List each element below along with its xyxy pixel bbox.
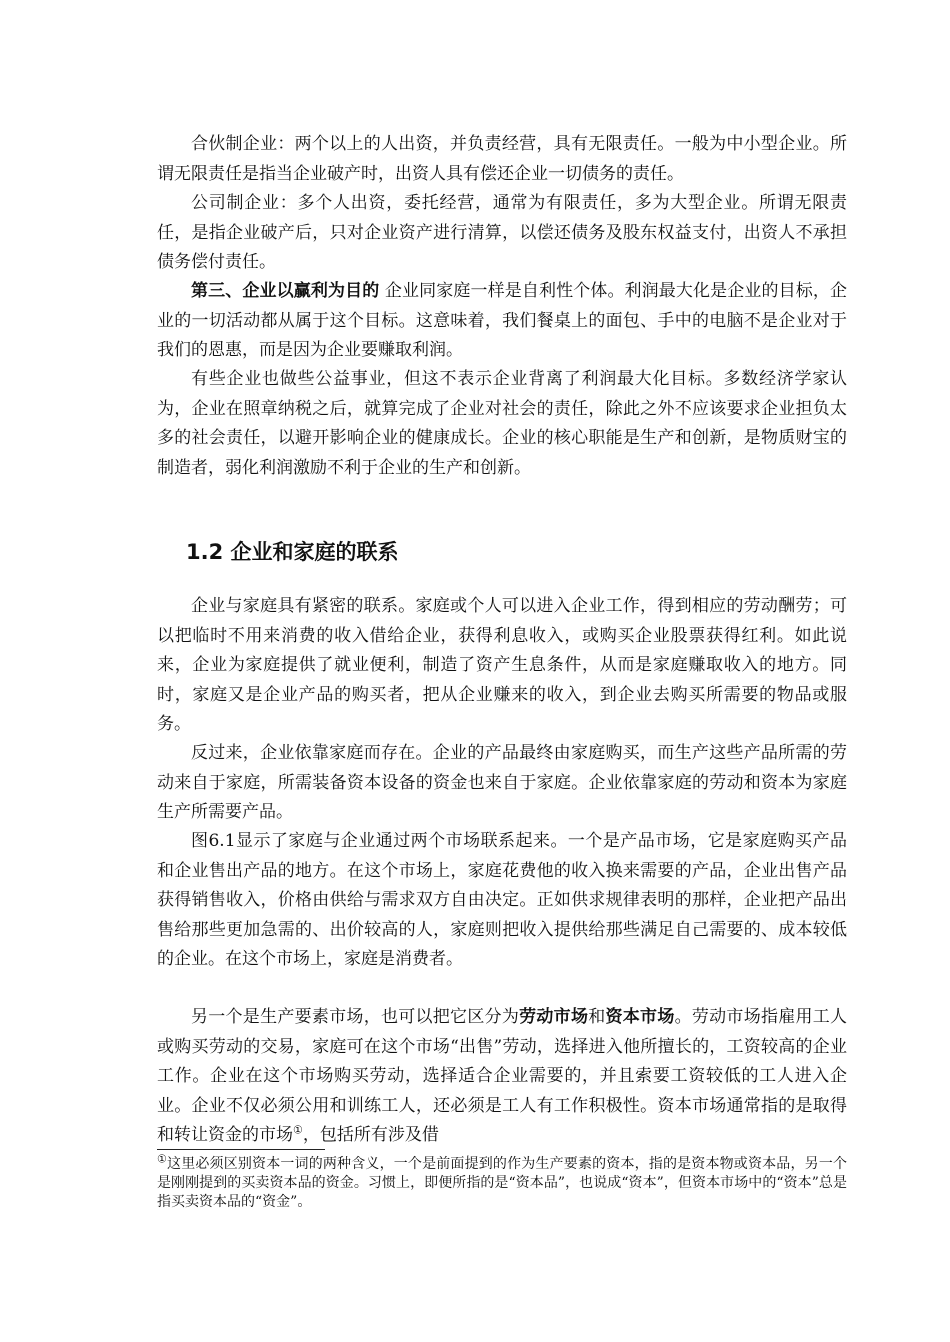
paragraph-profit-goal: 第三、企业以赢利为目的 企业同家庭一样是自利性个体。利润最大化是企业的目标，企业的一切活动都从属于这个目标。这意味着，我们餐桌上的面包、手中的电脑不是企业对于我们的恩惠，而是因为企业要赚取利润。	[157, 281, 848, 360]
footnote-mark: ①	[157, 1152, 168, 1166]
footnote-reference: ①	[293, 1123, 303, 1137]
footnote-text: 这里必须区别资本一词的两种含义，一个是前面提到的作为生产要素的资本，指的是资本物或资本品，另一个是刚刚提到的买卖资本品的资金。习惯上，即便所指的是“资本品”，也说成“资本”，但资本市场中的“资本”总是指买卖资本品的“资金”。	[157, 1156, 847, 1210]
footnote	[157, 1152, 847, 1212]
bold-labor-market: 劳动市场	[519, 1007, 589, 1027]
paragraph-public-welfare: 有些企业也做些公益事业，但这不表示企业背离了利润最大化目标。多数经济学家认为，企业在照章纳税之后，就算完成了企业对社会的责任，除此之外不应该要求企业担负太多的社会责任，以避开影响企业的健康成长。企业的核心职能是生产和创新，是物质财宝的制造者，弱化利润激励不利于企业的生产和创新。	[157, 369, 847, 478]
paragraph-dependence: 反过来，企业依靠家庭而存在。企业的产品最终由家庭购买，而生产这些产品所需的劳动来自于家庭，所需装备资本设备的资金也来自于家庭。企业依靠家庭的劳动和资本为家庭生产所需要产品。	[157, 743, 847, 822]
section-heading: 1.2 企业和家庭的联系	[186, 540, 399, 564]
paragraph-enterprise-household: 企业与家庭具有紧密的联系。家庭或个人可以进入企业工作，得到相应的劳动酬劳；可以把临时不用来消费的收入借给企业，获得利息收入，或购买企业股票获得红利。如此说来，企业为家庭提供了就业便利，制造了资产生息条件，从而是家庭赚取收入的地方。同时，家庭又是企业产品的购买者，把从企业赚来的收入，到企业去购买所需要的物品或服务。	[157, 596, 847, 734]
footnote-divider	[157, 1149, 325, 1150]
paragraph-corporation: 公司制企业：多个人出资，委托经营，通常为有限责任，多为大型企业。所谓无限责任，是指企业破产后，只对企业资产进行清算，以偿还债务及股东权益支付，出资人不承担债务偿付责任。	[157, 193, 847, 272]
bold-capital-market: 资本市场	[605, 1007, 675, 1027]
paragraph-factor-market: 另一个是生产要素市场，也可以把它区分为劳动市场和资本市场。劳动市场指雇用工人或购买劳动的交易，家庭可在这个市场“出售”劳动，选择进入他所擅长的，工资较高的企业工作。企业在这个市场购买劳动，选择适合企业需要的，并且索要工资较低的工人进入企业。企业不仅必须公用和训练工人，还必须是工人有工作积极性。资本市场通常指的是取得和转让资金的市场①，包括所有涉及借	[157, 1007, 848, 1145]
paragraph-partnership: 合伙制企业：两个以上的人出资，并负责经营，具有无限责任。一般为中小型企业。所谓无限责任是指当企业破产时，出资人具有偿还企业一切债务的责任。	[157, 134, 847, 184]
paragraph-product-market: 图6.1显示了家庭与企业通过两个市场联系起来。一个是产品市场，它是家庭购买产品和企业售出产品的地方。在这个市场上，家庭花费他的收入换来需要的产品，企业出售产品获得销售收入，价格由供给与需求双方自由决定。正如供求规律表明的那样，企业把产品出售给那些更加急需的、出价较高的人，家庭则把收入提供给那些满足自己需要的、成本较低的企业。在这个市场上，家庭是消费者。	[157, 831, 847, 969]
bold-lead-profit: 第三、企业以赢利为目的	[191, 281, 380, 301]
